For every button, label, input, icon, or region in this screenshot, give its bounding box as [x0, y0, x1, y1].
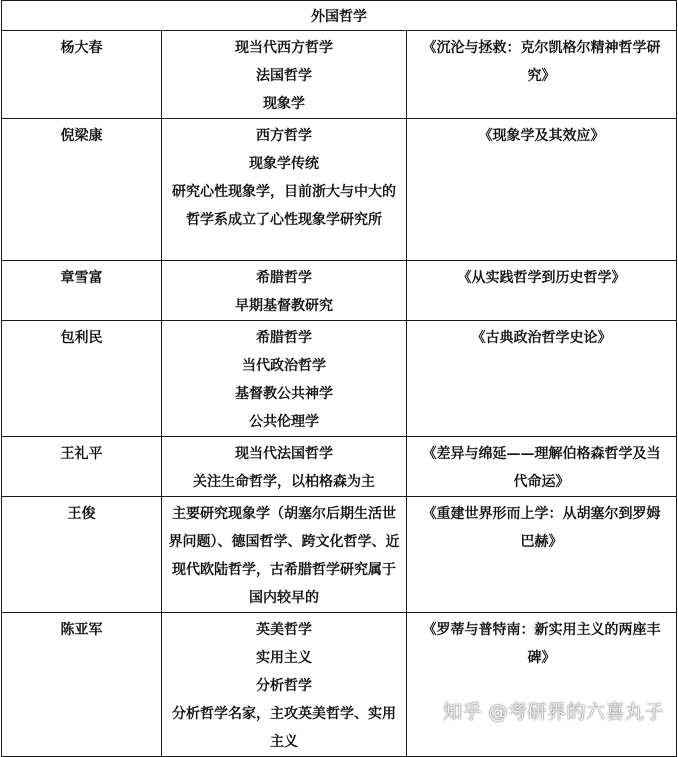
- field-item: 主要研究现象学（胡塞尔后期生活世界问题）、德国哲学、跨文化哲学、近现代欧陆哲学，古希腊哲学研究属于国内较早的: [168, 506, 400, 606]
- field-item: 研究心性现象学，目前浙大与中大的哲学系成立了心性现象学研究所: [172, 184, 396, 228]
- table-row: [2, 31, 677, 119]
- table-row: [2, 437, 677, 497]
- scholar-name: 倪梁康: [2, 119, 162, 261]
- work-title: 《罗蒂与普特南：新实用主义的两座丰碑》: [422, 622, 661, 666]
- research-fields: [162, 321, 407, 437]
- representative-work: [407, 31, 677, 119]
- field-item: 希腊哲学: [256, 270, 312, 286]
- research-fields: [162, 497, 407, 613]
- table-row: [2, 321, 677, 437]
- field-item: 分析哲学名家，主攻英美哲学、实用主义: [172, 706, 396, 750]
- field-item: 西方哲学: [256, 128, 312, 144]
- scholar-name: 杨大春: [2, 31, 162, 119]
- table-title: 外国哲学: [2, 1, 677, 31]
- field-item: 分析哲学: [256, 678, 312, 694]
- work-title: 《差异与绵延——理解伯格森哲学及当代命运》: [422, 446, 661, 490]
- field-item: 希腊哲学: [256, 330, 312, 346]
- field-item: 法国哲学: [256, 68, 312, 84]
- field-item: 基督教公共神学: [235, 386, 333, 402]
- research-fields: [162, 613, 407, 757]
- research-fields: [162, 119, 407, 261]
- table-row: [2, 119, 677, 261]
- representative-work: [407, 437, 677, 497]
- scholar-name: 王俊: [2, 497, 162, 613]
- field-item: 关注生命哲学，以柏格森为主: [193, 474, 375, 490]
- scholars-table: [1, 0, 677, 757]
- work-title: 《古典政治哲学史论》: [471, 330, 612, 346]
- scholar-name: 王礼平: [2, 437, 162, 497]
- representative-work: [407, 497, 677, 613]
- representative-work: [407, 261, 677, 321]
- field-item: 实用主义: [256, 650, 312, 666]
- field-item: 当代政治哲学: [242, 358, 326, 374]
- scholar-name: 陈亚军: [2, 613, 162, 757]
- table-row: [2, 613, 677, 757]
- work-title: 《从实践哲学到历史哲学》: [457, 270, 626, 286]
- work-title: 《重建世界形而上学：从胡塞尔到罗姆巴赫》: [422, 506, 661, 550]
- research-fields: [162, 261, 407, 321]
- scholar-name: 包利民: [2, 321, 162, 437]
- table-row: [2, 261, 677, 321]
- representative-work: [407, 321, 677, 437]
- research-fields: [162, 437, 407, 497]
- representative-work: [407, 119, 677, 261]
- table-header-row: [2, 1, 677, 31]
- field-item: 现象学: [263, 96, 305, 112]
- field-item: 早期基督教研究: [235, 298, 333, 314]
- field-item: 现当代法国哲学: [235, 446, 333, 462]
- table-row: [2, 497, 677, 613]
- field-item: 英美哲学: [256, 622, 312, 638]
- representative-work: [407, 613, 677, 757]
- scholar-name: 章雪富: [2, 261, 162, 321]
- field-item: 公共伦理学: [249, 414, 319, 430]
- work-title: 《现象学及其效应》: [478, 128, 605, 144]
- field-item: 现象学传统: [249, 156, 319, 172]
- watermark: 知乎 @考研界的六喜丸子: [442, 701, 664, 723]
- work-title: 《沉沦与拯救：克尔凯格尔精神哲学研究》: [422, 40, 661, 84]
- field-item: 现当代西方哲学: [235, 40, 333, 56]
- research-fields: [162, 31, 407, 119]
